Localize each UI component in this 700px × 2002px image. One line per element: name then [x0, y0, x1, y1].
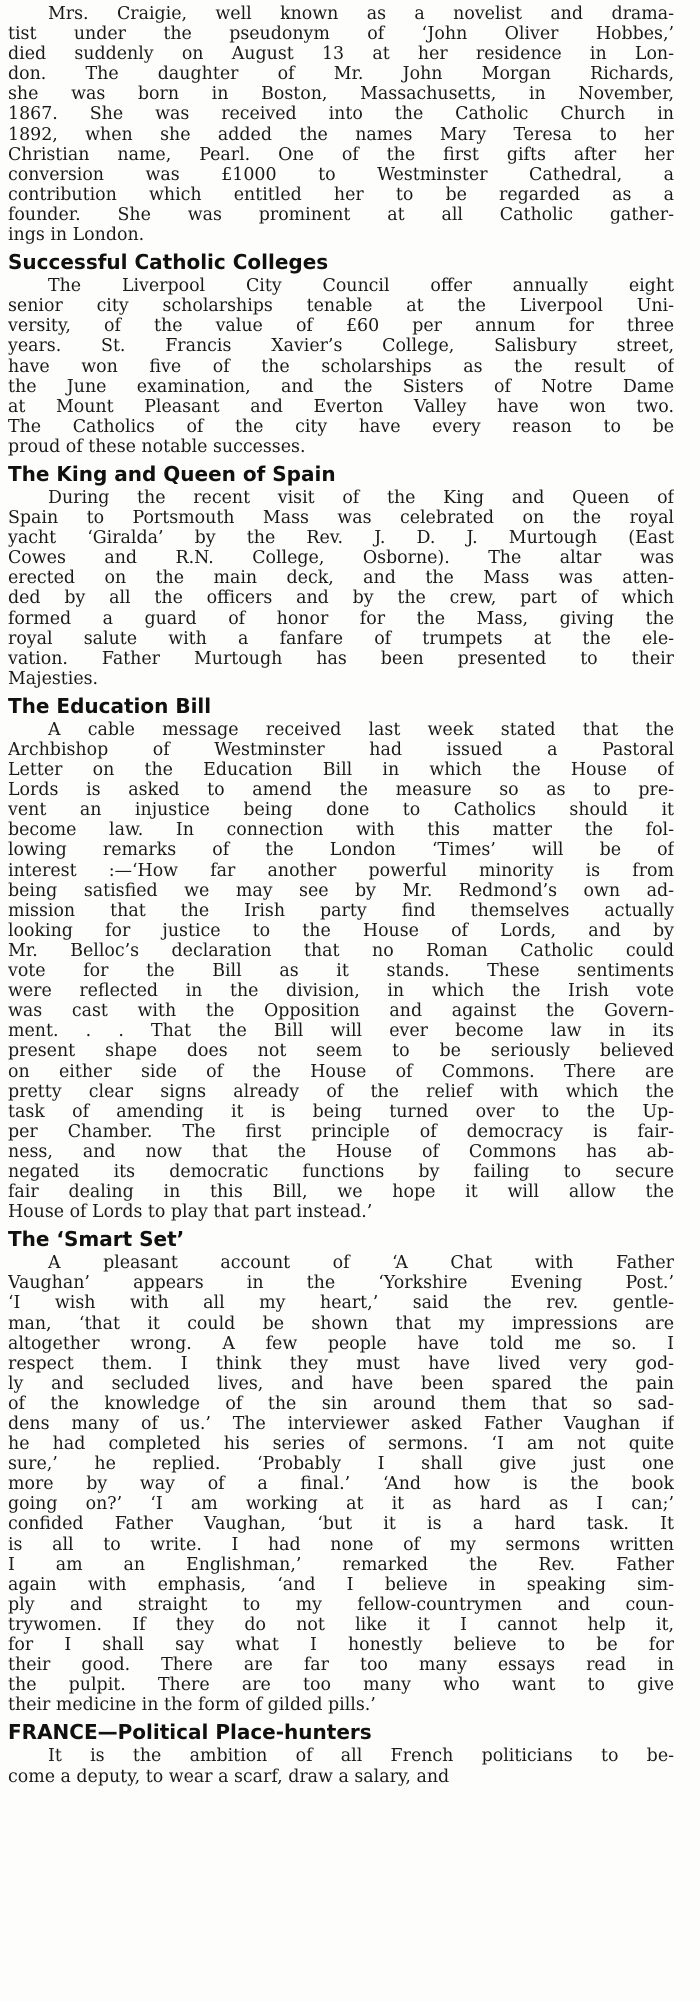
text-line: Mrs. Craigie, well known as a novelist and drama- — [48, 4, 674, 24]
text-line: confided Father Vaughan, ‘but it is a hard task. It — [8, 1514, 674, 1535]
text-line: ness, and now that the House of Commons has ab- — [8, 1141, 674, 1162]
text-line: ings in London. — [8, 225, 145, 246]
text-line: ded by all the officers and by the crew, part of which — [8, 588, 674, 609]
section-heading: The ‘Smart Set’ — [8, 1227, 185, 1252]
text-line: It is the ambition of all French politicians to be- — [48, 1746, 674, 1767]
text-line: Letter on the Education Bill in which the House of — [8, 760, 674, 781]
text-line: royal salute with a fanfare of trumpets at the ele- — [8, 628, 674, 649]
text-line: were reflected in the division, in which the Irish vote — [8, 981, 674, 1002]
text-line: interest :—‘How far another powerful minority is from — [8, 860, 674, 881]
text-line: vote for the Bill as it stands. These sentiments — [8, 961, 674, 982]
section-heading: The Education Bill — [8, 693, 212, 718]
text-line: ‘I wish with all my heart,’ said the rev. gentle- — [8, 1293, 674, 1314]
section-paragraph — [8, 276, 674, 457]
text-line: Cowes and R.N. College, Osborne). The altar was — [8, 548, 674, 569]
text-line: Mr. Belloc’s declaration that no Roman Catholic could — [8, 940, 674, 961]
text-line: is all to write. I had none of my sermons written — [8, 1534, 674, 1555]
text-line: present shape does not seem to be seriously believed — [8, 1041, 674, 1062]
text-line: Christian name, Pearl. One of the first gifts after her — [8, 144, 674, 165]
text-line: sure,’ he replied. ‘Probably I shall give just one — [8, 1454, 674, 1475]
text-line: contribution which entitled her to be regarded as a — [8, 184, 674, 205]
text-line: dens many of us.’ The interviewer asked Father Vaughan if — [8, 1414, 674, 1434]
text-line: on either side of the House of Commons. There are — [8, 1061, 674, 1082]
text-line: come a deputy, to wear a scarf, draw a salary, and — [8, 1766, 450, 1787]
text-line: lowing remarks of the London ‘Times’ will be of — [8, 840, 674, 861]
text-line: man, ‘that it could be shown that my impressions are — [8, 1313, 674, 1334]
text-line: pretty clear signs already of the relief with which the — [8, 1081, 674, 1102]
text-line: task of amending it is being turned over to the Up- — [8, 1101, 674, 1122]
text-line: tist under the pseudonym of ‘John Oliver Hobbes,’ — [8, 24, 674, 45]
text-line: Archbishop of Westminster had issued a Pastoral — [8, 740, 674, 760]
text-line: being satisfied we may see by Mr. Redmond’s own ad- — [8, 880, 674, 901]
text-line: negated its democratic functions by failing to secure — [8, 1161, 674, 1182]
text-line: The Catholics of the city have every reason to be — [8, 416, 674, 437]
text-line: don. The daughter of Mr. John Morgan Richards, — [8, 64, 674, 85]
text-line: their good. There are far too many essays read in — [8, 1655, 674, 1676]
text-line: more by way of a final.’ ‘And how is the book — [8, 1474, 674, 1495]
article-sections — [8, 249, 674, 1786]
text-line: vation. Father Murtough has been presented to their — [8, 648, 674, 669]
section-paragraph — [8, 1253, 674, 1715]
text-line: ment. . . That the Bill will ever become law in its — [8, 1021, 674, 1042]
text-line: 1892, when she added the names Mary Teresa to her — [8, 124, 674, 145]
text-line: fair dealing in this Bill, we hope it will allow the — [8, 1182, 674, 1203]
article-section — [8, 1719, 674, 1786]
text-line: mission that the Irish party find themselves actually — [8, 900, 674, 921]
intro-paragraph — [8, 4, 674, 245]
text-line: of the knowledge of the sin around them that so sad- — [8, 1393, 674, 1414]
text-line: conversion was £1000 to Westminster Cathedral, a — [8, 164, 674, 185]
text-line: proud of these notable successes. — [8, 436, 306, 457]
text-line: Majesties. — [8, 668, 99, 689]
text-line: vent an injustice being done to Catholics should it — [8, 800, 674, 821]
text-line: ly and secluded lives, and have been spared the pain — [8, 1373, 674, 1394]
article-section — [8, 1226, 674, 1715]
text-line: ply and straight to my fellow-countrymen and coun- — [8, 1594, 674, 1615]
text-line: the pulpit. There are too many who want to give — [8, 1675, 674, 1696]
section-paragraph — [8, 488, 674, 689]
text-line: died suddenly on August 13 at her residence in Lon- — [8, 44, 674, 65]
text-line: A cable message received last week stated that the — [48, 719, 674, 740]
section-paragraph — [8, 1746, 674, 1786]
text-line: years. St. Francis Xavier’s College, Salisbury street, — [8, 336, 674, 357]
text-line: at Mount Pleasant and Everton Valley have won two. — [8, 396, 674, 417]
section-heading: The King and Queen of Spain — [8, 461, 336, 486]
text-line: again with emphasis, ‘and I believe in speaking sim- — [8, 1574, 674, 1595]
text-line: going on?’ ‘I am working at it as hard as I can;’ — [8, 1494, 674, 1515]
text-line: Vaughan’ appears in the ‘Yorkshire Evening Post.’ — [8, 1273, 674, 1294]
text-line: versity, of the value of £60 per annum for three — [8, 316, 674, 337]
section-paragraph — [8, 720, 674, 1222]
text-line: Lords is asked to amend the measure so as to pre- — [8, 780, 674, 801]
text-line: erected on the main deck, and the Mass was atten- — [8, 568, 674, 589]
text-line: per Chamber. The first principle of democracy is fair- — [8, 1121, 674, 1142]
text-line: House of Lords to play that part instead.’ — [8, 1202, 373, 1223]
text-line: she was born in Boston, Massachusetts, in November, — [8, 84, 674, 105]
text-line: respect them. I think they must have lived very god- — [8, 1353, 674, 1374]
text-line: become law. In connection with this matter the fol- — [8, 820, 674, 841]
text-line: senior city scholarships tenable at the Liverpool Uni- — [8, 296, 674, 317]
text-line: he had completed his series of sermons. ‘I am not quite — [8, 1434, 674, 1455]
article-section — [8, 249, 674, 457]
text-line: yacht ‘Giralda’ by the Rev. J. D. J. Murtough (East — [8, 528, 674, 549]
text-line: Spain to Portsmouth Mass was celebrated on the royal — [8, 508, 674, 529]
article-section — [8, 461, 674, 689]
text-line: The Liverpool City Council offer annually eight — [48, 276, 674, 297]
text-line: the June examination, and the Sisters of Notre Dame — [8, 376, 674, 397]
text-line: for I shall say what I honestly believe to be for — [8, 1635, 674, 1656]
text-line: their medicine in the form of gilded pills.’ — [8, 1695, 376, 1716]
text-line: 1867. She was received into the Catholic Church in — [8, 104, 674, 125]
text-line: During the recent visit of the King and Queen of — [48, 487, 674, 508]
text-line: trywomen. If they do not like it I cannot help it, — [8, 1614, 674, 1635]
text-line: altogether wrong. A few people have told me so. I — [8, 1333, 674, 1354]
section-heading: FRANCE—Political Place-hunters — [8, 1720, 372, 1745]
text-line: founder. She was prominent at all Catholic gather- — [8, 204, 674, 225]
section-heading: Successful Catholic Colleges — [8, 250, 329, 275]
text-line: formed a guard of honor for the Mass, giving the — [8, 608, 674, 629]
article-section — [8, 693, 674, 1222]
text-line: was cast with the Opposition and against the Govern- — [8, 1001, 674, 1022]
text-line: I am an Englishman,’ remarked the Rev. Father — [8, 1554, 674, 1575]
text-line: looking for justice to the House of Lords, and by — [8, 920, 674, 941]
text-line: A pleasant account of ‘A Chat with Father — [48, 1253, 674, 1274]
text-line: have won five of the scholarships as the result of — [8, 356, 674, 377]
